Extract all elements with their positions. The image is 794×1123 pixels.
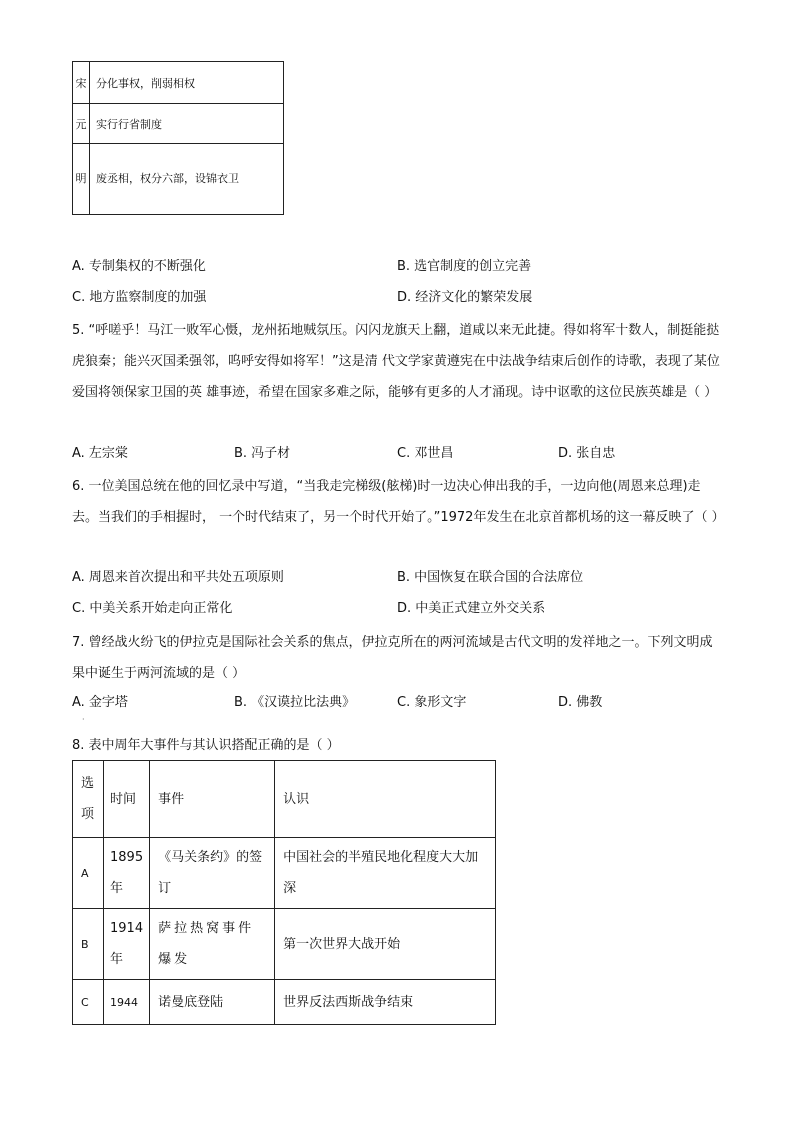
- dynasty-table: [72, 61, 284, 215]
- dynasty-cell: 明: [73, 144, 90, 215]
- content-cell: 实行行省制度: [90, 104, 284, 144]
- q6-option-a[interactable]: A. 周恩来首次提出和平共处五项原则: [72, 570, 284, 585]
- view-cell: 世界反法西斯战争结束: [275, 980, 496, 1025]
- q7-option-c[interactable]: C. 象形文字: [397, 695, 467, 710]
- table-header-row: [73, 761, 496, 838]
- table-row: [73, 144, 284, 215]
- q6-option-d[interactable]: D. 中美正式建立外交关系: [397, 601, 546, 616]
- events-table: [72, 760, 496, 1025]
- view-cell: 第一次世界大战开始: [275, 909, 496, 980]
- option-cell: B: [73, 909, 104, 980]
- header-event: 事件: [150, 761, 275, 838]
- q7-option-d[interactable]: D. 佛教: [558, 695, 603, 710]
- option-cell: A: [73, 838, 104, 909]
- q7-option-a[interactable]: A. 金字塔: [72, 695, 128, 710]
- table-row: [73, 104, 284, 144]
- time-cell: 1895年: [104, 838, 150, 909]
- dynasty-cell: 宋: [73, 62, 90, 104]
- q5-option-b[interactable]: B. 冯子材: [234, 446, 291, 461]
- q8-stem: 8. 表中周年大事件与其认识搭配正确的是（ ）: [72, 738, 340, 753]
- q5-option-a[interactable]: A. 左宗棠: [72, 446, 128, 461]
- event-cell: 萨拉热窝事件爆发: [150, 909, 275, 980]
- q4-option-d[interactable]: D. 经济文化的繁荣发展: [397, 290, 533, 305]
- event-cell: 诺曼底登陆: [150, 980, 275, 1025]
- option-cell: C: [73, 980, 104, 1025]
- q7-stem: 7. 曾经战火纷飞的伊拉克是国际社会关系的焦点，伊拉克所在的两河流域是古代文明的发祥地之一。下列文明成果中诞生于两河流域的是（ ）: [72, 635, 713, 681]
- q7-option-b[interactable]: B. 《汉谟拉比法典》: [234, 695, 356, 710]
- table-row: [73, 838, 496, 909]
- q4-option-a[interactable]: A. 专制集权的不断强化: [72, 259, 206, 274]
- content-cell: 废丞相，权分六部，设锦衣卫: [90, 144, 284, 215]
- q6-stem: 6. 一位美国总统在他的回忆录中写道，“当我走完梯级(舷梯)时一边决心伸出我的手，一边向他(周恩来总理)走去。当我们的手相握时， 一个时代结束了，另一个时代开始了。”1972年发生在北京首都机场的这一幕反映了（ ）: [72, 479, 725, 525]
- q5-stem: 5. “呼嗟乎！马江一败军心慑，龙州拓地贼氛压。闪闪龙旗天上翻，道咸以来无此捷。得如将军十数人，制挺能挞虎狼秦；能兴灭国柔强邻，呜呼安得如将军！”这是清 代文学家黄遵宪在中法战争结束后创作的诗歌，表现了某位爱国将领保家卫国的英 雄事迹，希望在国家多难之际，能够有更多的人才涌现。诗中讴歌的这位民族英雄是（ ）: [72, 323, 720, 400]
- q6-option-c[interactable]: C. 中美关系开始走向正常化: [72, 601, 233, 616]
- q5-option-c[interactable]: C. 邓世昌: [397, 446, 454, 461]
- event-cell: 《马关条约》的签订: [150, 838, 275, 909]
- q5-option-d[interactable]: D. 张自忠: [558, 446, 616, 461]
- time-cell: 1914年: [104, 909, 150, 980]
- q4-option-b[interactable]: B. 选官制度的创立完善: [397, 259, 532, 274]
- time-cell: 1944: [104, 980, 150, 1025]
- q4-option-c[interactable]: C. 地方监察制度的加强: [72, 290, 207, 305]
- table-row: [73, 980, 496, 1025]
- table-row: [73, 62, 284, 104]
- dynasty-cell: 元: [73, 104, 90, 144]
- table-row: [73, 909, 496, 980]
- header-time: 时间: [104, 761, 150, 838]
- content-cell: 分化事权，削弱相权: [90, 62, 284, 104]
- bullet-dot: ·: [82, 715, 85, 724]
- header-option: 选项: [73, 761, 104, 838]
- view-cell: 中国社会的半殖民地化程度大大加深: [275, 838, 496, 909]
- q6-option-b[interactable]: B. 中国恢复在联合国的合法席位: [397, 570, 584, 585]
- header-view: 认识: [275, 761, 496, 838]
